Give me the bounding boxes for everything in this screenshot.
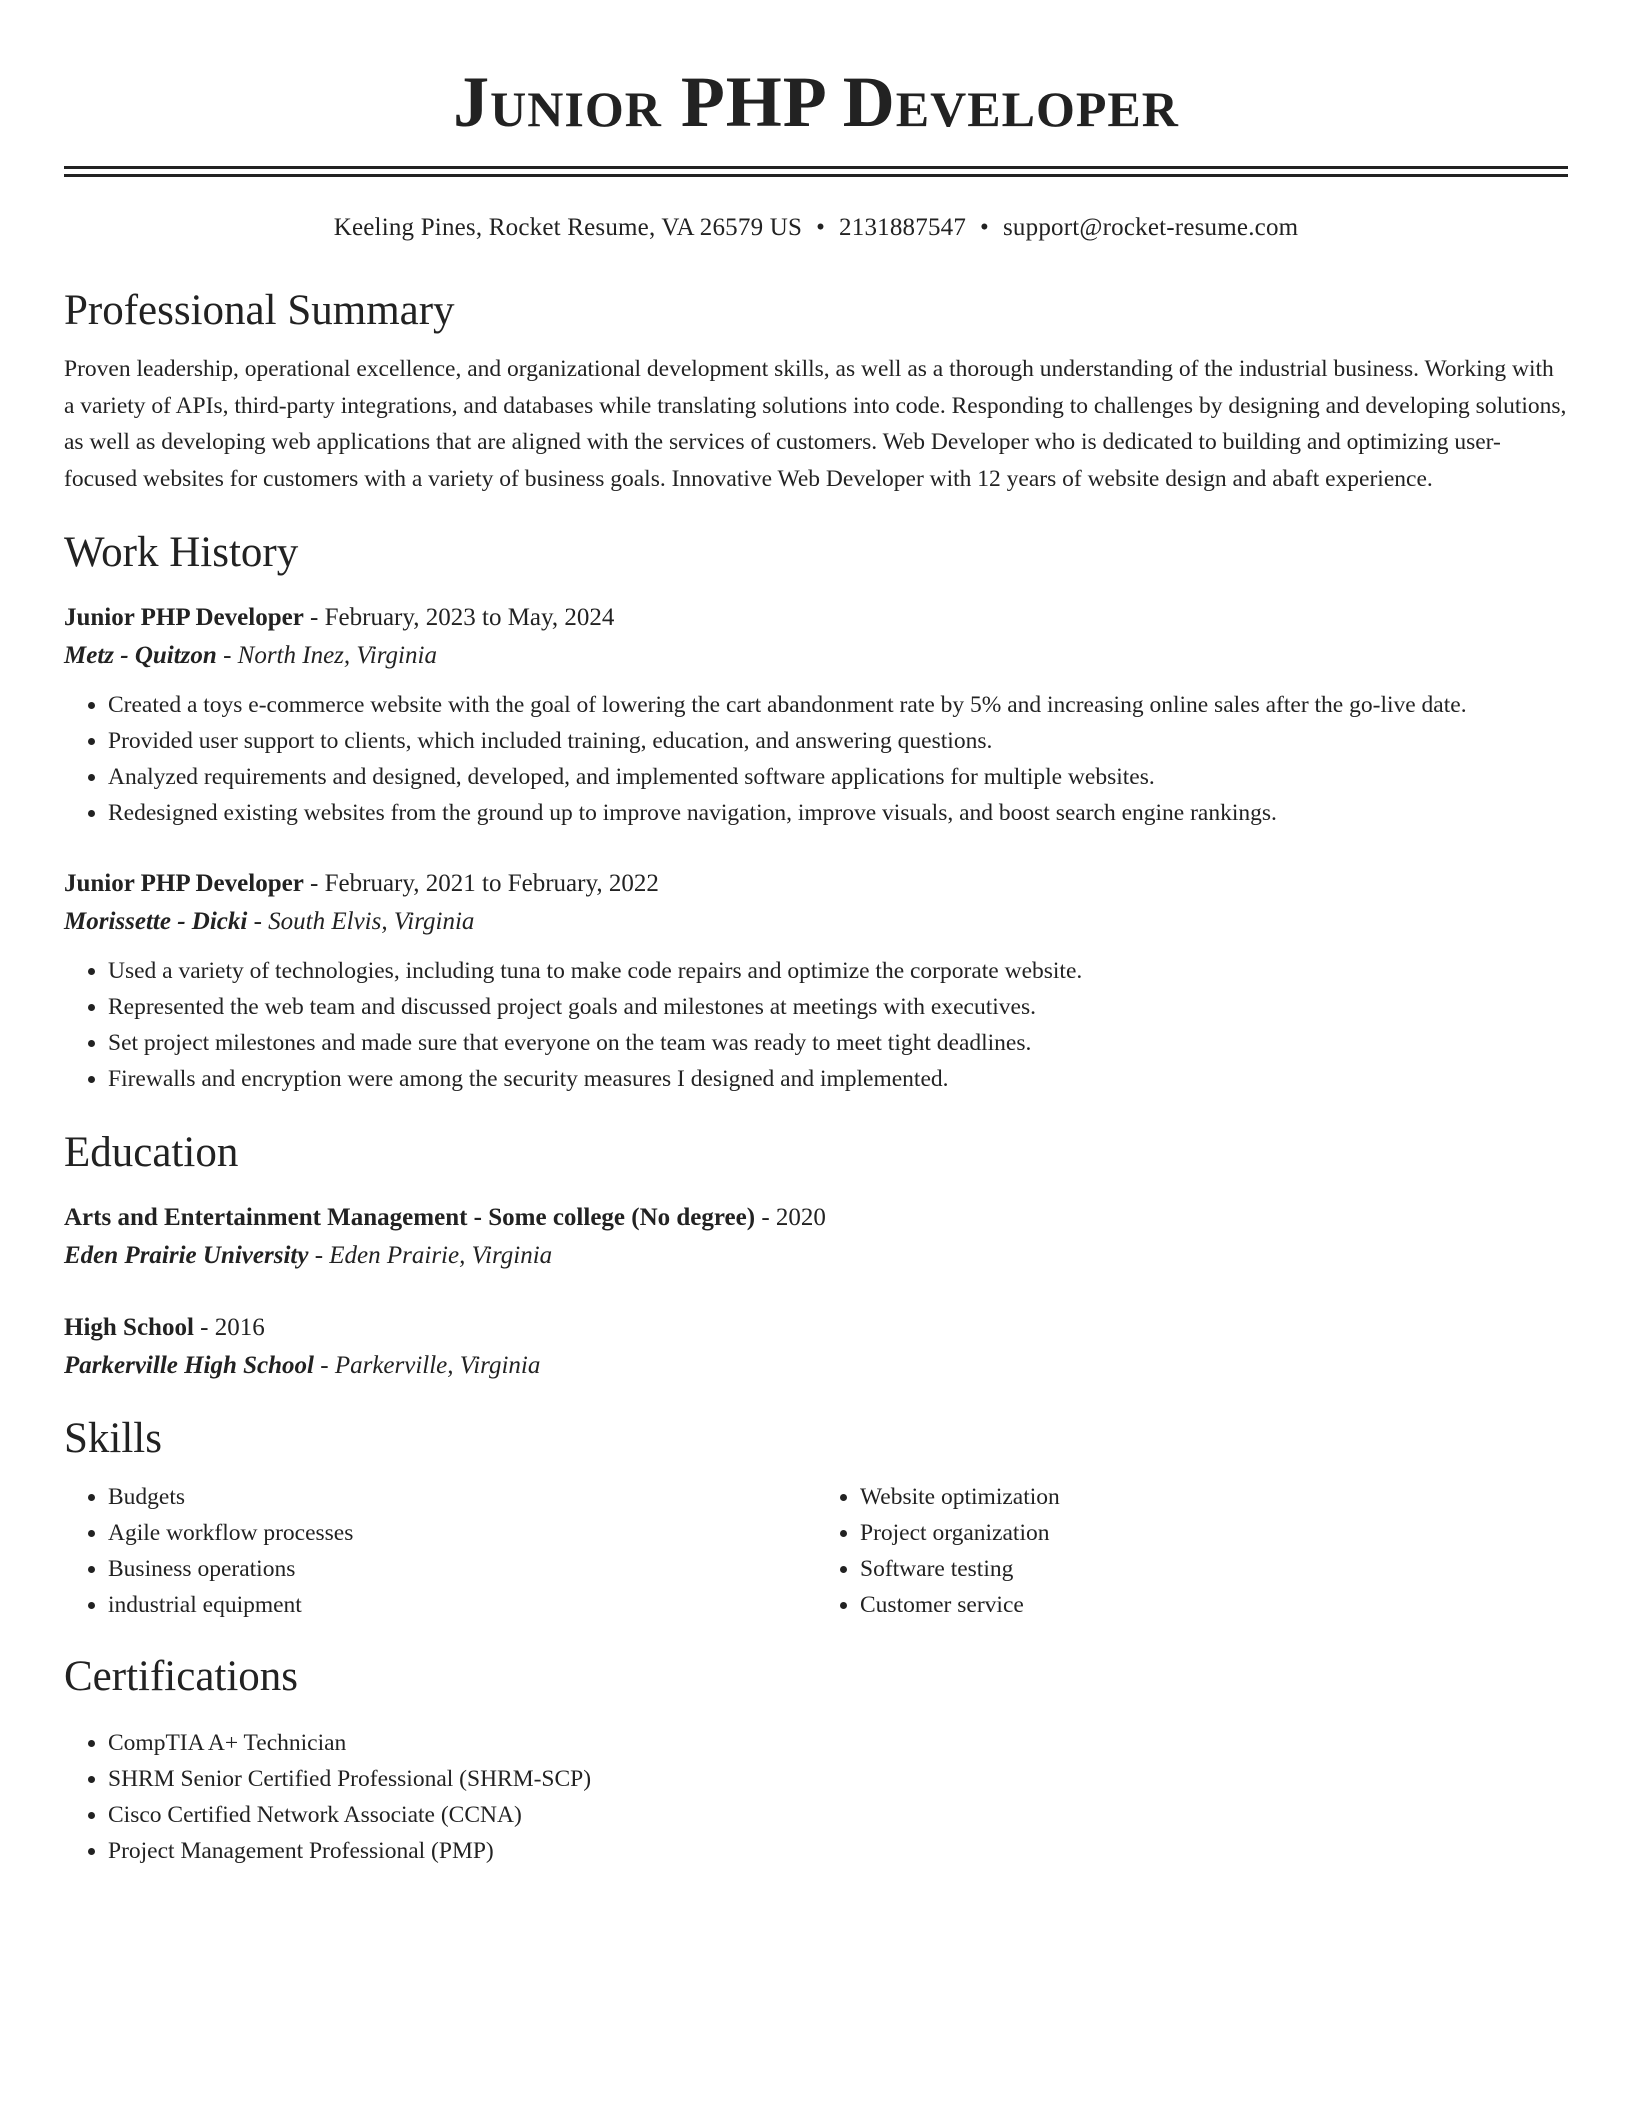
skills-list-right xyxy=(816,1479,1568,1623)
list-item: • Project Management Professional (PMP) xyxy=(108,1833,1568,1869)
job-bullets xyxy=(64,687,1568,831)
list-item: • Firewalls and encryption were among the security measures I designed and implemented. xyxy=(108,1061,1568,1097)
list-item: • Provided user support to clients, which included training, education, and answering questions. xyxy=(108,723,1568,759)
skills-columns xyxy=(64,1479,1568,1623)
skills-list-left xyxy=(64,1479,816,1623)
contact-separator: • xyxy=(980,214,989,241)
job-employer xyxy=(64,637,1568,675)
title-divider-top xyxy=(64,166,1568,169)
list-item: • Budgets xyxy=(108,1479,816,1515)
list-item: • CompTIA A+ Technician xyxy=(108,1725,1568,1761)
title-divider-bottom xyxy=(64,174,1568,177)
job-bullets xyxy=(64,953,1568,1097)
list-item: • Set project milestones and made sure that everyone on the team was ready to meet tight deadlines. xyxy=(108,1025,1568,1061)
education-year: - 2020 xyxy=(755,1204,826,1231)
list-item: • industrial equipment xyxy=(108,1587,816,1623)
job-title: Junior PHP Developer xyxy=(64,870,304,897)
work-history-heading: Work History xyxy=(64,529,299,576)
job-location: - North Inez, Virginia xyxy=(216,642,437,669)
job-dates: - February, 2023 to May, 2024 xyxy=(303,604,615,631)
contact-address: Keeling Pines, Rocket Resume, VA 26579 US xyxy=(333,214,803,241)
resume-title: Junior PHP Developer xyxy=(453,62,1179,142)
education-location: - Parkerville, Virginia xyxy=(314,1352,541,1379)
education-degree: High School xyxy=(64,1314,194,1341)
list-item: • Redesigned existing websites from the ground up to improve navigation, improve visuals, and boost search engine rankings. xyxy=(108,795,1568,831)
education-header xyxy=(64,1199,1568,1237)
list-item: • Represented the web team and discussed project goals and milestones at meetings with executives. xyxy=(108,989,1568,1025)
contact-separator: • xyxy=(816,214,826,241)
skills-heading: Skills xyxy=(64,1415,162,1462)
list-item: • Software testing xyxy=(860,1551,1568,1587)
education-year: - 2016 xyxy=(193,1314,265,1341)
list-item: • Agile workflow processes xyxy=(108,1515,816,1551)
list-item: • Business operations xyxy=(108,1551,816,1587)
job-dates: - February, 2021 to February, 2022 xyxy=(303,870,659,897)
education-entry xyxy=(64,1199,1568,1275)
job-entry xyxy=(64,865,1568,1097)
contact-phone: 2131887547 xyxy=(839,214,967,241)
education-degree: Arts and Entertainment Management - Some college (No degree) xyxy=(64,1204,756,1231)
list-item: • Used a variety of technologies, including tuna to make code repairs and optimize the corporate website. xyxy=(108,953,1568,989)
job-entry xyxy=(64,599,1568,831)
job-company: Morissette - Dicki xyxy=(64,908,248,935)
education-heading: Education xyxy=(64,1129,239,1176)
summary-heading: Professional Summary xyxy=(64,287,455,334)
list-item: • Customer service xyxy=(860,1587,1568,1623)
list-item: • Created a toys e-commerce website with the goal of lowering the cart abandonment rate by 5% and increasing online sales after the go-live date. xyxy=(108,687,1568,723)
job-company: Metz - Quitzon xyxy=(64,642,217,669)
education-location: - Eden Prairie, Virginia xyxy=(308,1242,553,1269)
list-item: • Cisco Certified Network Associate (CCNA) xyxy=(108,1797,1568,1833)
education-school-line xyxy=(64,1237,1568,1275)
job-header xyxy=(64,865,1568,903)
education-entry xyxy=(64,1309,1568,1385)
contact-email: support@rocket-resume.com xyxy=(1003,214,1299,241)
education-school-line xyxy=(64,1347,1568,1385)
summary-text: Proven leadership, operational excellence, and organizational development skills, as well as a thorough understanding of the industrial business. Working with a variety of APIs, third-party integrations, and databases while translating solutions into code. Responding to challenges by designing and developing solutions, as well as developing web applications that are aligned with the services of customers. Web Developer who is dedicated to building and optimizing user-focused websites for customers with a variety of business goals. Innovative Web Developer with 12 years of website design and abaft experience. xyxy=(64,356,1567,492)
list-item: • Analyzed requirements and designed, developed, and implemented software applications for multiple websites. xyxy=(108,759,1568,795)
contact-line xyxy=(64,211,1568,245)
certifications-list xyxy=(64,1725,1568,1869)
education-school: Parkerville High School xyxy=(64,1352,314,1379)
education-header xyxy=(64,1309,1568,1347)
job-header xyxy=(64,599,1568,637)
list-item: • Website optimization xyxy=(860,1479,1568,1515)
education-school: Eden Prairie University xyxy=(64,1242,309,1269)
job-title: Junior PHP Developer xyxy=(64,604,304,631)
list-item: • SHRM Senior Certified Professional (SHRM-SCP) xyxy=(108,1761,1568,1797)
list-item: • Project organization xyxy=(860,1515,1568,1551)
job-employer xyxy=(64,903,1568,941)
certifications-heading: Certifications xyxy=(64,1653,299,1700)
job-location: - South Elvis, Virginia xyxy=(247,908,475,935)
